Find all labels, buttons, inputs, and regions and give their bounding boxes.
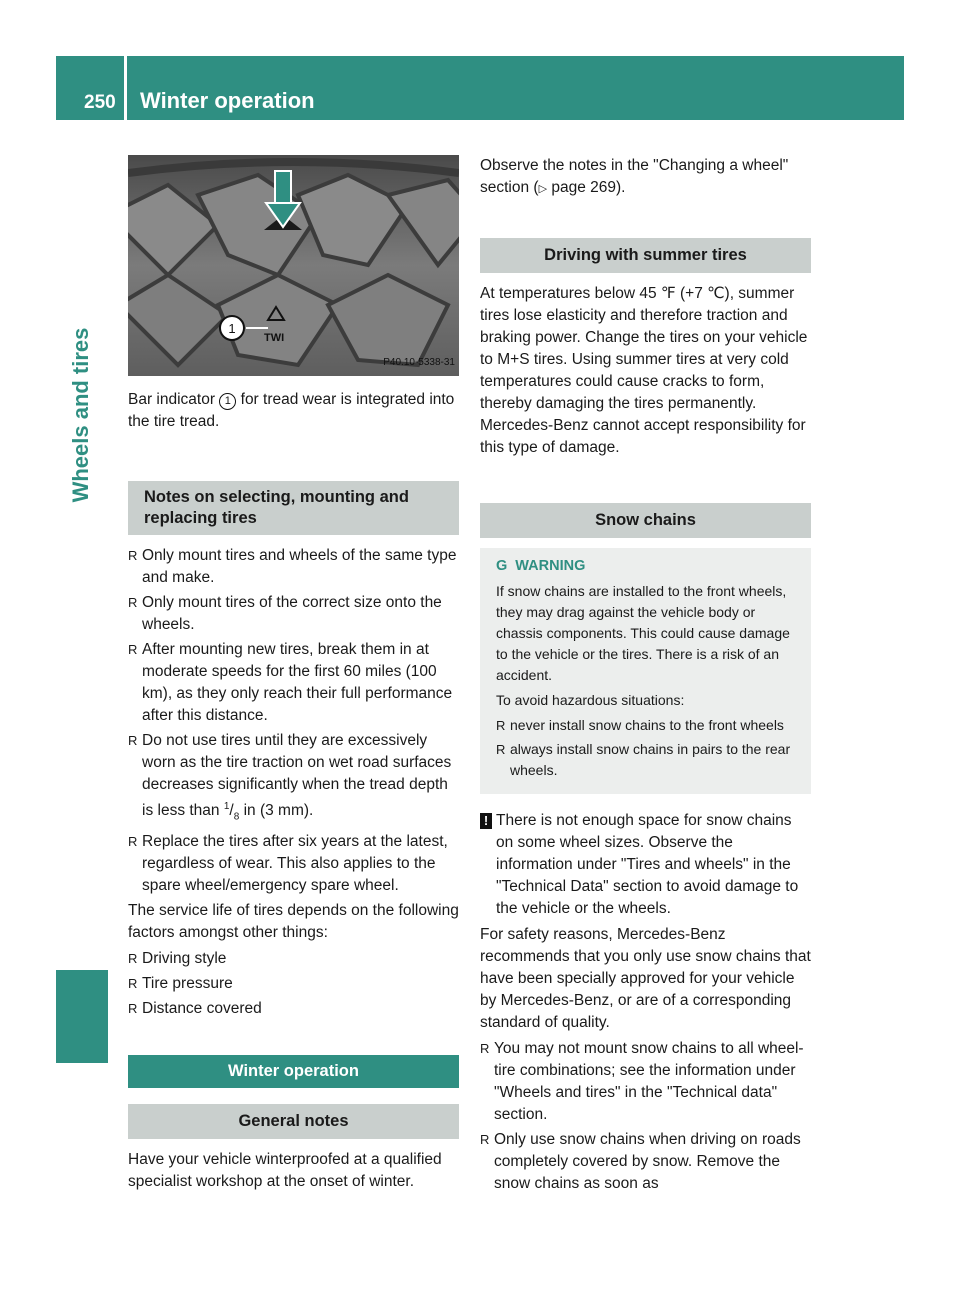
warning-box <box>480 548 811 794</box>
tire-tread-photo <box>128 155 459 376</box>
avoid-text: To avoid hazardous situations: <box>496 692 685 708</box>
photo-code: P40.10-5338-31 <box>383 357 455 368</box>
warning-bullet-list <box>496 715 795 781</box>
photo-caption: Bar indicator 1 for tread wear is integrated into the tire tread. <box>128 391 455 430</box>
right-column <box>480 155 811 1198</box>
list-item: R always install snow chains in pairs to the rear wheels. <box>496 739 795 781</box>
service-life-text: The service life of tires depends on the following factors amongst other things: <box>128 902 459 942</box>
factors-list <box>128 948 459 1020</box>
page-ref-icon: ▷ <box>538 183 548 195</box>
page-title: Winter operation <box>140 88 315 113</box>
exclamation-icon: ! <box>480 813 492 829</box>
list-item: R Do not use tires until they are excessively worn as the tire traction on wet road surfaces decreases significantly when the tread depth is less than $^1/_8$ in (3 mm). <box>128 730 459 828</box>
callout-marker: 1 <box>219 393 236 410</box>
list-item: R You may not mount snow chains to all wheel-tire combinations; see the information under "Wheels and tires" in the "Technical data" section. <box>480 1038 811 1126</box>
list-item: R Distance covered <box>128 998 459 1020</box>
note-block: ! There is not enough space for snow chains on some wheel sizes. Observe the information under "Tires and wheels" in the "Technical Data" section to avoid damage to the vehicle or the wheels. <box>480 810 811 920</box>
section-heading-winter: Winter operation <box>128 1055 459 1088</box>
warning-triangle-icon: G <box>496 558 508 574</box>
section-heading-notes: Notes on selecting, mounting and replacing tires <box>128 481 459 535</box>
list-item: R Driving style <box>128 948 459 970</box>
section-heading-general: General notes <box>128 1104 459 1139</box>
list-item: R Only mount tires and wheels of the same type and make. <box>128 545 459 589</box>
section-heading-summer: Driving with summer tires <box>480 238 811 273</box>
list-item: R Only use snow chains when driving on roads completely covered by snow. Remove the snow chains as soon as <box>480 1129 811 1195</box>
notes-bullet-list <box>128 545 459 897</box>
warning-text: If snow chains are installed to the front wheels, they may drag against the vehicle body or chassis components. This could cause damage to the vehicle or the tires. There is a risk of an accident. <box>496 583 790 683</box>
summer-tires-text: At temperatures below 45 ℉ (+7 ℃), summer tires lose elasticity and therefore traction and braking power. Change the tires on your vehicle to M+S tires. Using summer tires at very cold temperatures could cause cracks to form, thereby damaging the tires permanently. Mercedes-Benz cannot accept responsibility for this type of damage. <box>480 285 808 456</box>
warning-title: G WARNING <box>496 556 795 577</box>
side-tab-label: Wheels and tires <box>68 327 93 503</box>
side-tab-block <box>56 970 108 1063</box>
list-item: R Tire pressure <box>128 973 459 995</box>
list-item: R Replace the tires after six years at the latest, regardless of wear. This also applies to the spare wheel/emergency spare wheel. <box>128 831 459 897</box>
general-notes-text: Have your vehicle winterproofed at a qualified specialist workshop at the onset of winter. <box>128 1151 442 1191</box>
callout-number: 1 <box>228 321 236 336</box>
header-divider <box>124 56 127 120</box>
safety-text: For safety reasons, Mercedes-Benz recommends that you only use snow chains that have been specially approved for your vehicle by Mercedes-Benz, or are of a corresponding standard of quality. <box>480 926 811 1031</box>
list-item: R never install snow chains to the front wheels <box>496 715 795 736</box>
tire-tread-illustration <box>128 155 459 376</box>
snow-chain-bullets <box>480 1038 811 1195</box>
list-item: R Only mount tires of the correct size onto the wheels. <box>128 592 459 636</box>
twi-label: TWI <box>264 332 285 344</box>
section-heading-snow-chains: Snow chains <box>480 503 811 538</box>
page-number: 250 <box>84 92 116 113</box>
left-column <box>128 155 459 1197</box>
observe-text: Observe the notes in the "Changing a wheel" section (▷ page 269). <box>480 157 789 196</box>
list-item: R After mounting new tires, break them in at moderate speeds for the first 60 miles (100 km), as they only reach their full performance after this distance. <box>128 639 459 727</box>
